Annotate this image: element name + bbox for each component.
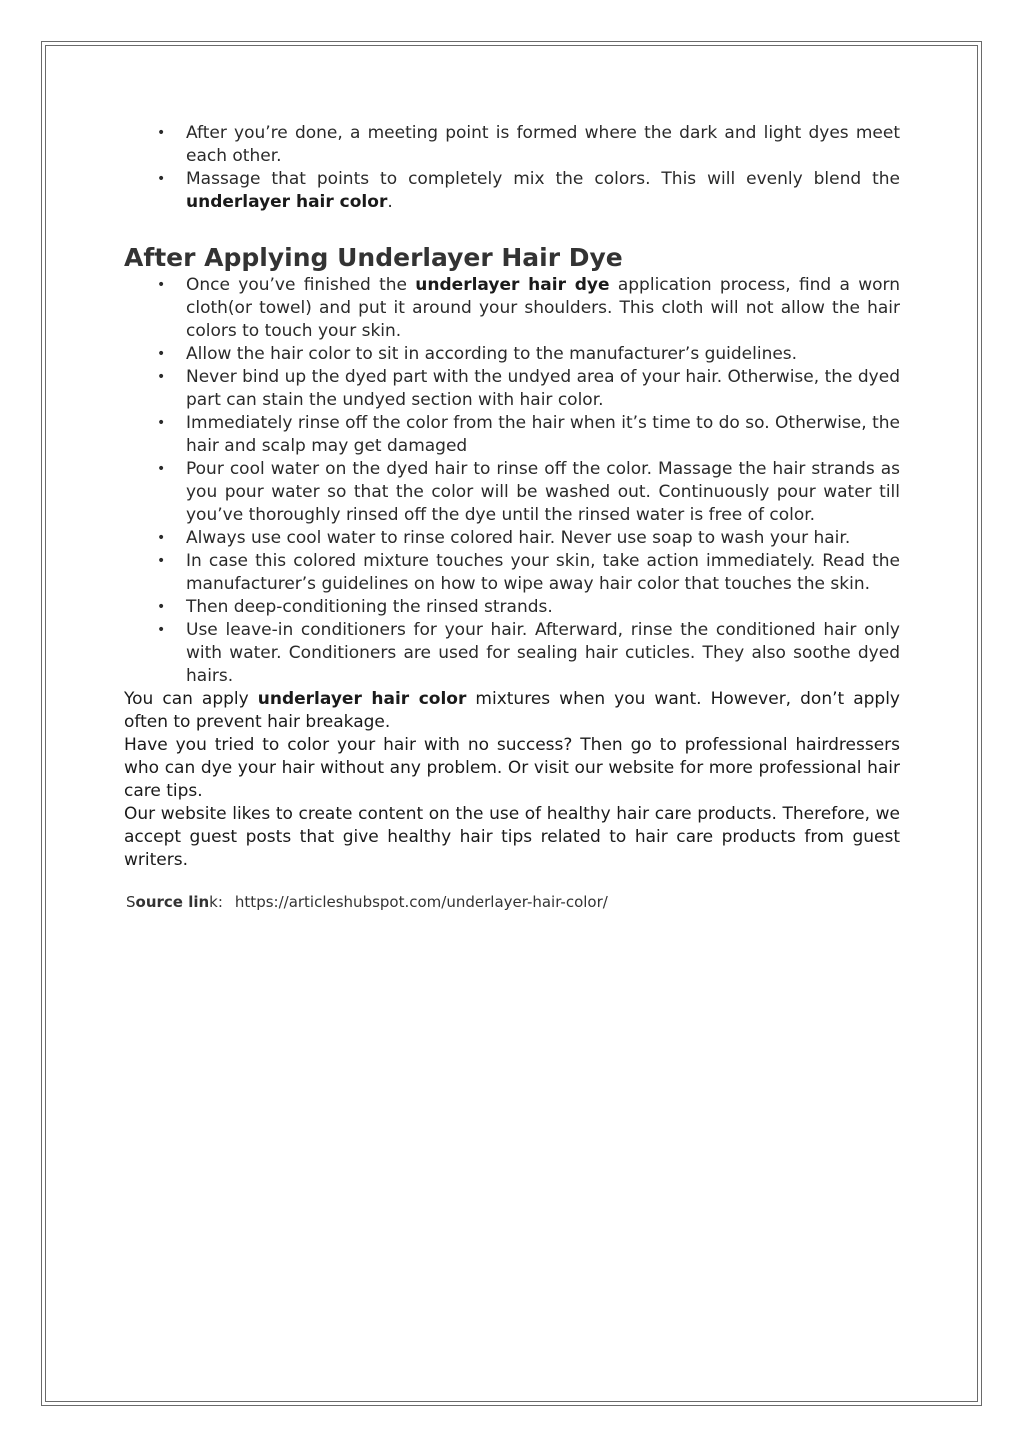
list-item (124, 619, 900, 688)
bullet-icon: • (157, 415, 166, 431)
bullet-icon: • (157, 369, 166, 385)
paragraph-text-end: mixtures when you want. However, don’t apply often to prevent hair breakage. (124, 689, 900, 732)
bullet-icon: • (157, 461, 166, 477)
list-item-text: Use leave-in conditioners for your hair. Afterward, rinse the conditioned hair only with water. Conditioners are used for sealing hair cuticles. They also soothe dyed hairs. (186, 620, 900, 686)
list-item (124, 122, 900, 168)
list-item-text-end: application process, find a worn cloth(or towel) and put it around your shoulders. This cloth will not allow the hair colors to touch your skin. (186, 275, 900, 341)
list-item-text: Allow the hair color to sit in according to the manufacturer’s guidelines. (186, 344, 798, 364)
top-bullet-list (124, 122, 900, 214)
list-item (124, 168, 900, 214)
list-item (124, 343, 900, 366)
bullet-icon: • (157, 622, 166, 638)
list-item (124, 458, 900, 527)
list-item-text: Once you’ve finished the (186, 275, 416, 295)
list-item-text: Then deep-conditioning the rinsed strands. (186, 597, 553, 617)
bullet-icon: • (157, 530, 166, 546)
bullet-icon: • (157, 277, 166, 293)
list-item-bold-text: underlayer hair dye (415, 275, 610, 295)
paragraph-professional: Have you tried to color your hair with no success? Then go to professional hairdressers who can dye your hair without any problem. Or visit our website for more professional hair care tips. (124, 735, 900, 801)
list-item (124, 550, 900, 596)
list-item (124, 527, 900, 550)
list-item-text: Pour cool water on the dyed hair to rinse off the color. Massage the hair strands as you pour water so that the color will be washed out. Continuously pour water till you’ve thoroughly rinsed off the dye until the rinsed water is free of color. (186, 459, 900, 525)
list-item-text: Immediately rinse off the color from the hair when it’s time to do so. Otherwise, the hair and scalp may get damaged (186, 413, 900, 456)
bullet-icon: • (157, 125, 166, 141)
bullet-icon: • (157, 599, 166, 615)
list-item-text: Always use cool water to rinse colored hair. Never use soap to wash your hair. (186, 528, 851, 548)
list-item-text: Never bind up the dyed part with the undyed area of your hair. Otherwise, the dyed part can stain the undyed section with hair color. (186, 367, 900, 410)
paragraph-apply-color (124, 688, 900, 734)
paragraph-text: You can apply (124, 689, 258, 709)
source-link-line (124, 892, 900, 912)
source-label-start: S (126, 893, 136, 911)
source-label-end: k: (209, 893, 223, 911)
paragraph-bold-text: underlayer hair color (257, 689, 467, 709)
list-item (124, 596, 900, 619)
list-item-text-end: . (387, 192, 393, 212)
list-item-bold-text: underlayer hair color (186, 192, 388, 212)
document-content (124, 122, 900, 912)
list-item (124, 412, 900, 458)
after-bullet-list (124, 274, 900, 688)
list-item-text: Massage that points to completely mix the colors. This will evenly blend the (186, 169, 900, 189)
bullet-icon: • (157, 553, 166, 569)
bullet-icon: • (157, 171, 166, 187)
bullet-icon: • (157, 346, 166, 362)
list-item-text: In case this colored mixture touches your skin, take action immediately. Read the manufacturer’s guidelines on how to wipe away hair color that touches the skin. (186, 551, 900, 594)
list-item-text: After you’re done, a meeting point is formed where the dark and light dyes meet each other. (186, 123, 900, 166)
paragraph-guest-posts: Our website likes to create content on the use of healthy hair care products. Therefore, we accept guest posts that give healthy hair tips related to hair care products from guest writers. (124, 804, 900, 870)
source-label-bold: ource lin (135, 893, 210, 911)
source-url-link[interactable]: https://articleshubspot.com/underlayer-hair-color/ (234, 893, 608, 911)
list-item (124, 366, 900, 412)
section-heading: After Applying Underlayer Hair Dye (124, 243, 623, 272)
list-item (124, 274, 900, 343)
